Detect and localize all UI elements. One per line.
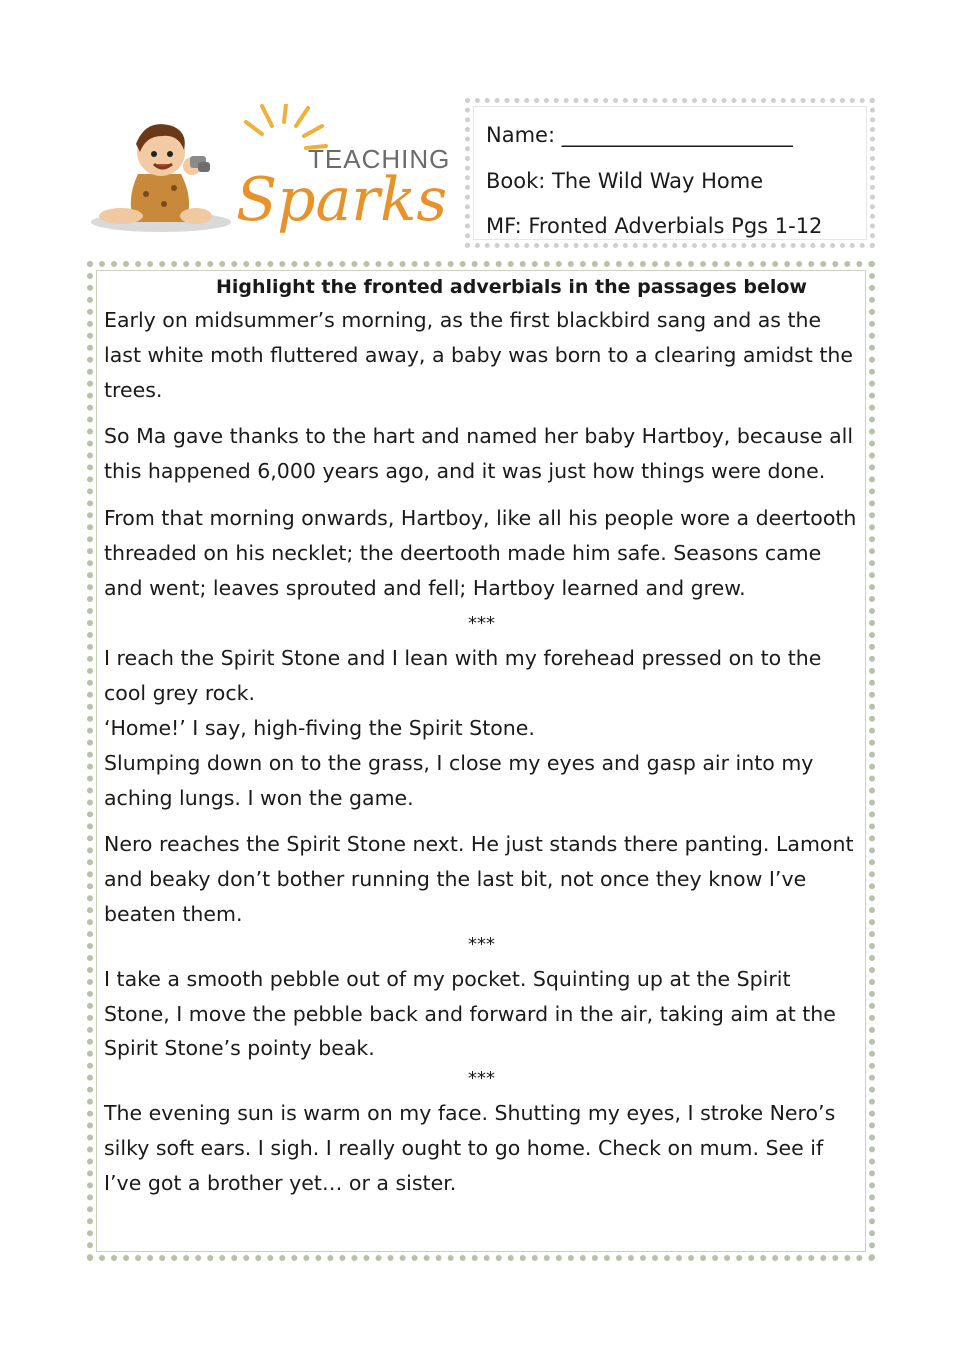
passage-paragraph: The evening sun is warm on my face. Shutting my eyes, I stroke Nero’s silky soft ears. I sigh. I really ought to go home. Check on mum. See if I’ve got a brother yet… or a sister. <box>104 1101 836 1195</box>
section-separator: *** <box>468 1068 495 1090</box>
student-info-box <box>465 98 875 248</box>
passage-paragraph: From that morning onwards, Hartboy, like all his people wore a deertooth threaded on his necklet; the deertooth made him safe. Seasons came and went; leaves sprouted and fell; Hartboy learned and grew. <box>104 505 857 600</box>
caveman-mascot-icon <box>86 104 456 244</box>
book-title-label: Book: The Wild Way Home <box>486 168 764 193</box>
worksheet-instruction: Highlight the fronted adverbials in the passages below <box>216 276 807 298</box>
teaching-sparks-logo <box>86 104 456 244</box>
mf-topic-label: MF: Fronted Adverbials Pgs 1-12 <box>486 214 823 238</box>
passage-paragraph: ‘Home!’ I say, high-fiving the Spirit Stone. <box>104 715 535 740</box>
section-separator: *** <box>468 933 495 955</box>
logo-sparks-text: Sparks <box>236 165 448 235</box>
passage-paragraph: So Ma gave thanks to the hart and named her baby Hartboy, because all this happened 6,000 years ago, and it was just how things were done. <box>104 424 854 484</box>
passage-paragraph: Nero reaches the Spirit Stone next. He just stands there panting. Lamont and beaky don’t bother running the last bit, not once they know I’ve beaten them. <box>104 832 854 926</box>
passage-paragraph: I take a smooth pebble out of my pocket. Squinting up at the Spirit Stone, I move the pebble back and forward in the air, taking aim at the Spirit Stone’s pointy beak. <box>104 966 836 1061</box>
name-field-label[interactable]: Name: ______________________ <box>486 123 793 147</box>
passage-paragraph: Early on midsummer’s morning, as the first blackbird sang and as the last white moth fluttered away, a baby was born to a clearing amidst the trees. <box>104 308 853 402</box>
section-separator: *** <box>468 613 495 635</box>
logo-teaching-text: TEACHING <box>308 144 451 174</box>
passage-paragraph: Slumping down on to the grass, I close my eyes and gasp air into my aching lungs. I won the game. <box>104 750 814 810</box>
worksheet-passages-box <box>87 261 875 1261</box>
passage-paragraph: I reach the Spirit Stone and I lean with my forehead pressed on to the cool grey rock. <box>104 646 822 706</box>
